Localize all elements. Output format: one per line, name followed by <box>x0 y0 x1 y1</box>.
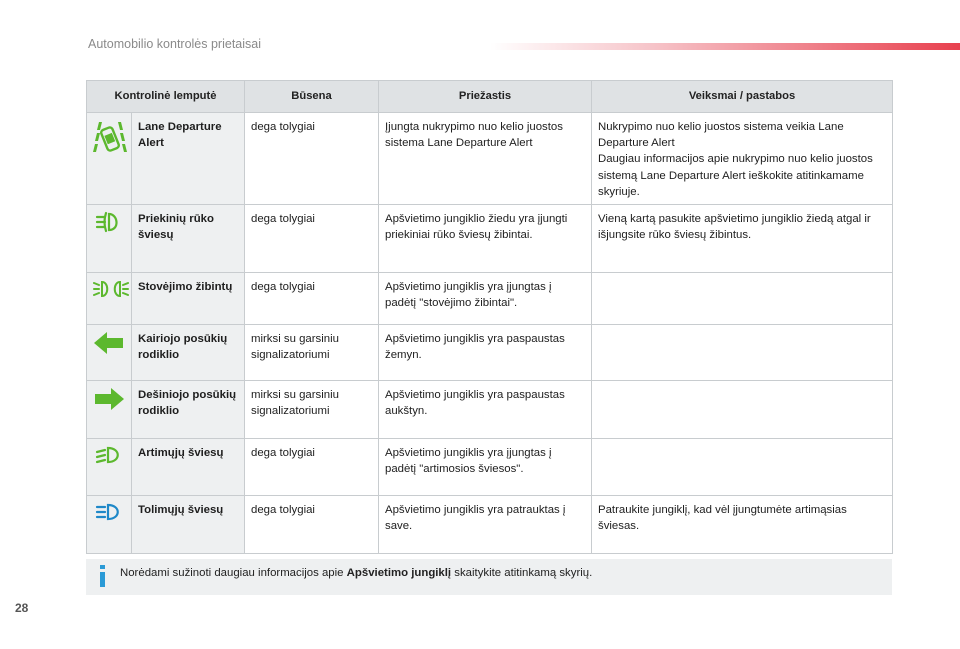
lamp-icon-cell <box>87 204 132 272</box>
table-row <box>87 272 893 324</box>
page-header-title: Automobilio kontrolės prietaisai <box>88 37 262 51</box>
column-header-lamp: Kontrolinė lemputė <box>87 81 245 113</box>
left-turn-arrow-icon <box>94 331 124 355</box>
lane-departure-icon <box>93 119 127 157</box>
warning-lamps-table <box>86 80 893 554</box>
table-row <box>87 495 893 553</box>
dipped-beam-icon <box>95 445 123 465</box>
lamp-cause: Apšvietimo jungiklis yra patrauktas į save. <box>379 495 592 553</box>
lamp-cause: Apšvietimo jungiklis yra įjungtas į padėtį "stovėjimo žibintai". <box>379 272 592 324</box>
info-note-link-text: Apšvietimo jungiklį <box>346 567 452 579</box>
table-row <box>87 113 893 205</box>
lamp-name: Dešiniojo posūkių rodiklio <box>132 380 245 438</box>
lamp-cause: Įjungta nukrypimo nuo kelio juostos sistema Lane Departure Alert <box>379 113 592 205</box>
main-beam-icon <box>95 502 123 522</box>
header-accent-bar <box>490 43 960 50</box>
lamp-action: Patraukite jungiklį, kad vėl įjungtumėte artimąsias šviesas. <box>592 495 893 553</box>
table-header-row <box>87 81 893 113</box>
right-turn-arrow-icon <box>94 387 124 411</box>
lamp-action <box>592 272 893 324</box>
info-note <box>86 559 892 595</box>
table-row <box>87 438 893 495</box>
info-icon <box>97 565 108 587</box>
lamp-state: dega tolygiai <box>245 438 379 495</box>
lamp-icon-cell <box>87 272 132 324</box>
lamp-state: mirksi su garsiniu signalizatoriumi <box>245 380 379 438</box>
lamp-icon-cell <box>87 380 132 438</box>
lamp-name: Kairiojo posūkių rodiklio <box>132 324 245 380</box>
lamp-state: dega tolygiai <box>245 495 379 553</box>
lamp-name: Tolimųjų šviesų <box>132 495 245 553</box>
front-fog-lamp-icon <box>95 211 123 233</box>
lamp-icon-cell <box>87 324 132 380</box>
lamp-state: mirksi su garsiniu signalizatoriumi <box>245 324 379 380</box>
table-row <box>87 204 893 272</box>
column-header-action: Veiksmai / pastabos <box>592 81 893 113</box>
lamp-state: dega tolygiai <box>245 272 379 324</box>
column-header-cause: Priežastis <box>379 81 592 113</box>
lamp-action: Vieną kartą pasukite apšvietimo jungiklio žiedą atgal ir išjungsite rūko šviesų žibintus. <box>592 204 893 272</box>
column-header-state: Būsena <box>245 81 379 113</box>
lamp-icon-cell <box>87 438 132 495</box>
info-note-suffix: skaitykite atitinkamą skyrių. <box>451 567 593 579</box>
lamp-cause: Apšvietimo jungiklio žiedu yra įjungti priekiniai rūko šviesų žibintai. <box>379 204 592 272</box>
lamp-cause: Apšvietimo jungiklis yra paspaustas žemyn. <box>379 324 592 380</box>
lamp-name: Lane Departure Alert <box>132 113 245 205</box>
lamp-action <box>592 324 893 380</box>
page-number: 28 <box>15 601 29 615</box>
table-row <box>87 324 893 380</box>
lamp-icon-cell <box>87 113 132 205</box>
lamp-state: dega tolygiai <box>245 204 379 272</box>
lamp-cause: Apšvietimo jungiklis yra paspaustas aukštyn. <box>379 380 592 438</box>
lamp-name: Stovėjimo žibintų <box>132 272 245 324</box>
lamp-icon-cell <box>87 495 132 553</box>
lamp-name: Priekinių rūko šviesų <box>132 204 245 272</box>
lamp-action <box>592 438 893 495</box>
lamp-name: Artimųjų šviesų <box>132 438 245 495</box>
parking-lamps-icon <box>93 279 129 299</box>
lamp-action <box>592 380 893 438</box>
lamp-cause: Apšvietimo jungiklis yra įjungtas į padėtį "artimosios šviesos". <box>379 438 592 495</box>
info-note-prefix: Norėdami sužinoti daugiau informacijos apie <box>120 567 347 579</box>
info-note-text <box>120 567 592 579</box>
table-row <box>87 380 893 438</box>
lamp-action: Nukrypimo nuo kelio juostos sistema veikia Lane Departure Alert Daugiau informacijos apie nukrypimo nuo kelio juostos sistemą Lane Departure Alert ieškokite atitinkamame skyriuje. <box>592 113 893 205</box>
lamp-state: dega tolygiai <box>245 113 379 205</box>
